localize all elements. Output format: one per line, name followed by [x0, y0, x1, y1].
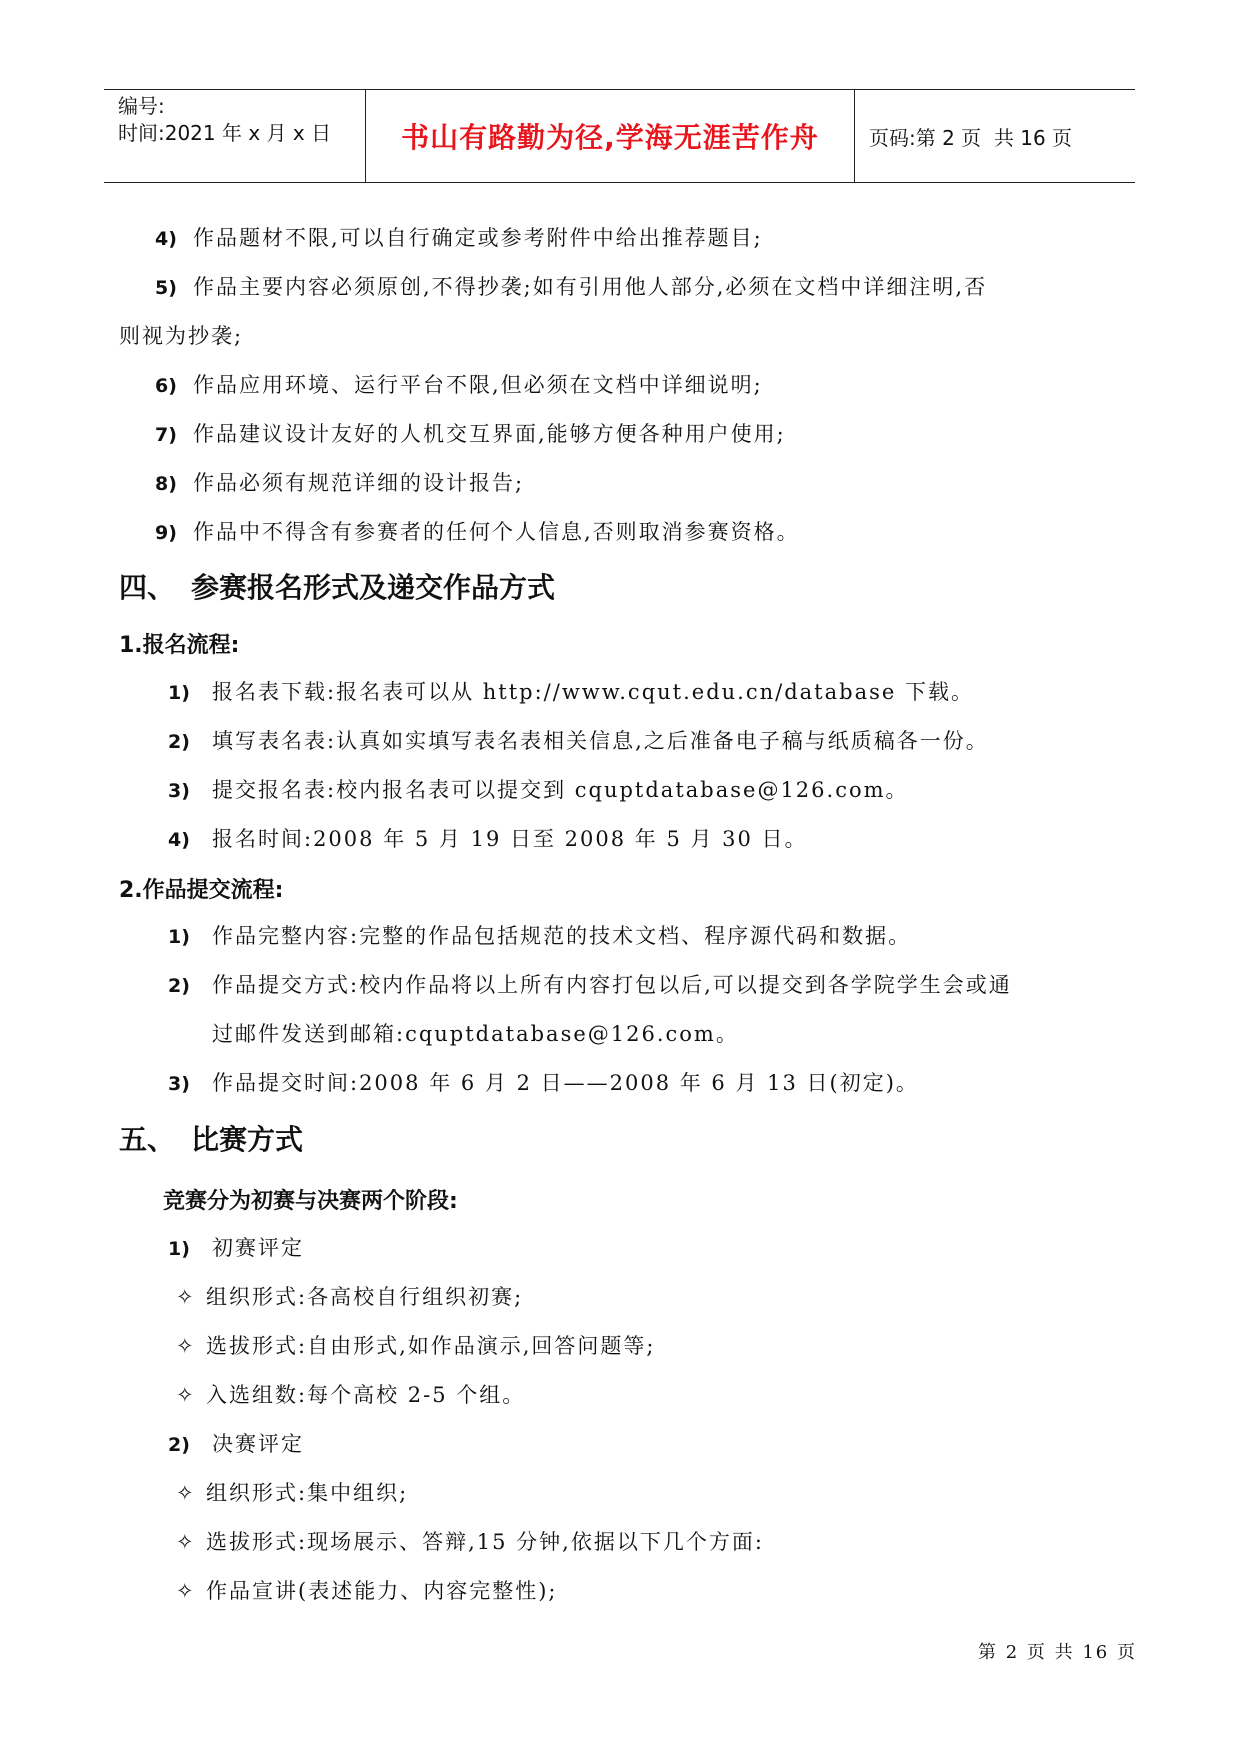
requirement-item: 4) 作品题材不限,可以自行确定或参考附件中给出推荐题目;	[155, 226, 763, 250]
header-meta	[104, 90, 366, 182]
list-item: 2) 作品提交方式:校内作品将以上所有内容打包以后,可以提交到各学院学生会或通	[168, 973, 1012, 997]
bullet-item: ✧ 入选组数:每个高校 2-5 个组。	[176, 1383, 526, 1407]
section-heading: 四、 参赛报名形式及递交作品方式	[119, 571, 556, 604]
section-heading: 五、 比赛方式	[119, 1123, 304, 1156]
section-intro: 竞赛分为初赛与决赛两个阶段:	[163, 1189, 458, 1214]
diamond-bullet-icon: ✧	[176, 1481, 196, 1505]
header-number: 编号:	[118, 94, 165, 118]
bullet-item: ✧ 组织形式:各高校自行组织初赛;	[176, 1285, 524, 1309]
requirement-item: 9) 作品中不得含有参赛者的任何个人信息,否则取消参赛资格。	[155, 520, 800, 544]
bullet-item: ✧ 选拔形式:现场展示、答辩,15 分钟,依据以下几个方面:	[176, 1530, 764, 1554]
stage-title: 2) 决赛评定	[168, 1432, 304, 1456]
header-motto: 书山有路勤为径,学海无涯苦作舟	[366, 90, 855, 182]
bullet-item: ✧ 作品宣讲(表述能力、内容完整性);	[176, 1579, 558, 1603]
list-item: 1) 作品完整内容:完整的作品包括规范的技术文档、程序源代码和数据。	[168, 924, 912, 948]
list-item-continued: 过邮件发送到邮箱:cquptdatabase@126.com。	[212, 1022, 739, 1046]
requirement-item: 5) 作品主要内容必须原创,不得抄袭;如有引用他人部分,必须在文档中详细注明,否	[155, 275, 988, 299]
header-page-code	[855, 90, 1135, 182]
list-item: 3) 提交报名表:校内报名表可以提交到 cquptdatabase@126.com。	[168, 778, 909, 802]
page-footer: 第 2 页 共 16 页	[978, 1642, 1137, 1663]
diamond-bullet-icon: ✧	[176, 1530, 196, 1554]
bullet-item: ✧ 组织形式:集中组织;	[176, 1481, 409, 1505]
diamond-bullet-icon: ✧	[176, 1334, 196, 1358]
requirement-item: 8) 作品必须有规范详细的设计报告;	[155, 471, 525, 495]
list-item: 3) 作品提交时间:2008 年 6 月 2 日——2008 年 6 月 13 日(初定)。	[168, 1071, 919, 1095]
diamond-bullet-icon: ✧	[176, 1285, 196, 1309]
header-date: 时间:2021 年 x 月 x 日	[118, 121, 332, 145]
subsection-heading: 2.作品提交流程:	[119, 878, 284, 903]
page-header	[104, 89, 1135, 183]
bullet-item: ✧ 选拔形式:自由形式,如作品演示,回答问题等;	[176, 1334, 656, 1358]
list-item: 1) 报名表下载:报名表可以从 http://www.cqut.edu.cn/database 下载。	[168, 680, 974, 704]
stage-title: 1) 初赛评定	[168, 1236, 304, 1260]
list-item: 2) 填写表名表:认真如实填写表名表相关信息,之后准备电子稿与纸质稿各一份。	[168, 729, 989, 753]
requirement-item: 7) 作品建议设计友好的人机交互界面,能够方便各种用户使用;	[155, 422, 786, 446]
diamond-bullet-icon: ✧	[176, 1383, 196, 1407]
subsection-heading: 1.报名流程:	[119, 633, 240, 658]
header-page-code-text: 页码:第 2 页 共 16 页	[869, 125, 1073, 150]
diamond-bullet-icon: ✧	[176, 1579, 196, 1603]
list-item: 4) 报名时间:2008 年 5 月 19 日至 2008 年 5 月 30 日。	[168, 827, 808, 851]
requirement-item: 6) 作品应用环境、运行平台不限,但必须在文档中详细说明;	[155, 373, 763, 397]
requirement-item-continued: 则视为抄袭;	[119, 324, 244, 348]
